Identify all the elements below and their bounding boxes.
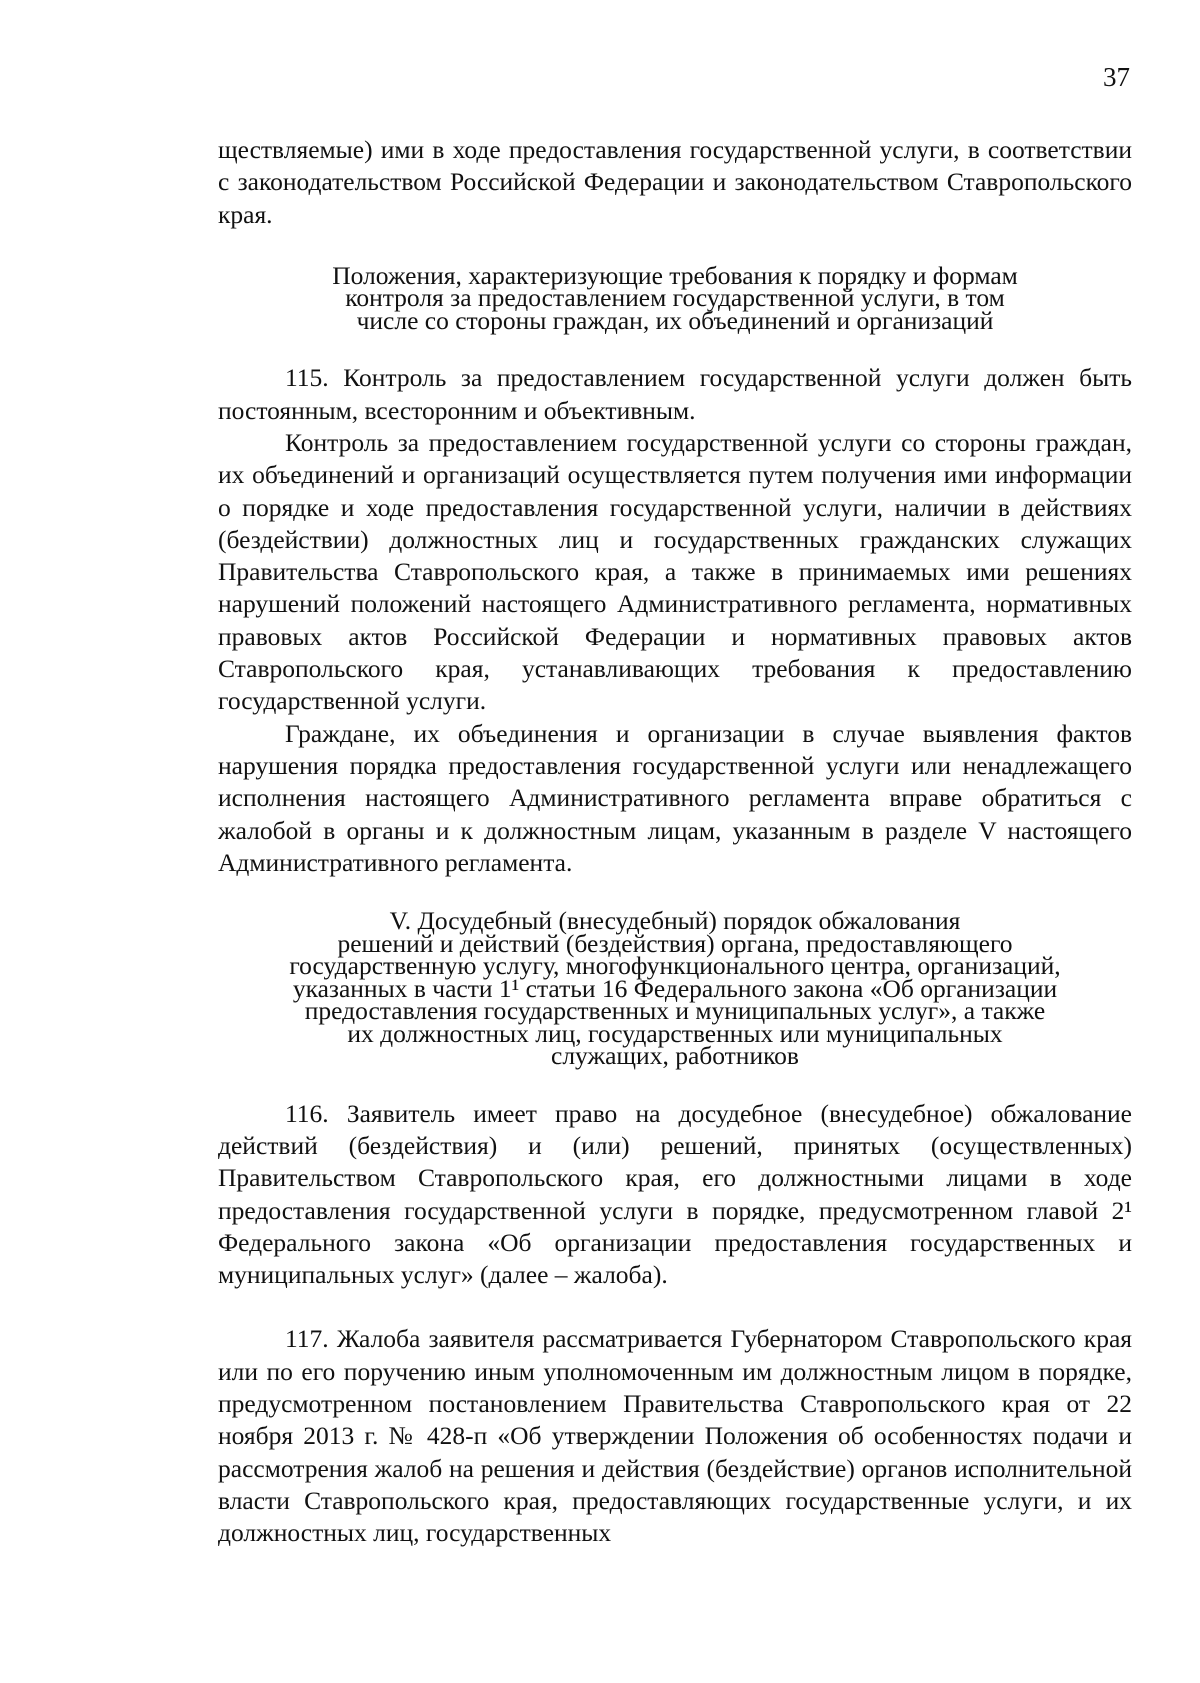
- section-heading-v: [218, 906, 1132, 1071]
- heading-line: числе со стороны граждан, их объединений и организаций: [356, 305, 994, 335]
- heading-line: контроля за предоставлением государственной услуги, в том: [345, 283, 1005, 313]
- paragraph-continuation: ществляемые) ими в ходе предоставления государственной услуги, в соответствии с законодательством Российской Федерации и законодательством Ставропольского края.: [218, 135, 1132, 229]
- heading-line: их должностных лиц, государственных или муниципальных: [347, 1018, 1003, 1048]
- paragraph-116: 116. Заявитель имеет право на досудебное (внесудебное) обжалование действий (бездействия) и (или) решений, принятых (осуществленных) Правительством Ставропольского края, его должностными лицами в ходе предоставления государственной услуги в порядке, предусмотренном главой 2¹ Федерального закона «Об организации предоставления государственных и муниципальных услуг» (далее – жалоба).: [218, 1098, 1132, 1290]
- heading-line: Положения, характеризующие требования к порядку и формам: [332, 260, 1018, 290]
- paragraph-citizens-complaint: Граждане, их объединения и организации в случае выявления фактов нарушения порядка предоставления государственной услуги или ненадлежащего исполнения настоящего Административного регламента вправе обратиться с жалобой в органы и к должностным лицам, указанным в разделе V настоящего Административного регламента.: [218, 718, 1132, 877]
- paragraph-115: 115. Контроль за предоставлением государственной услуги должен быть постоянным, всесторонним и объективным.: [218, 363, 1132, 425]
- section-heading-control: [218, 260, 1132, 335]
- document-body: [218, 134, 1132, 1550]
- heading-line: служащих, работников: [551, 1041, 799, 1071]
- heading-line: предоставления государственных и муниципальных услуг», а также: [304, 996, 1046, 1026]
- heading-line: V. Досудебный (внесудебный) порядок обжалования: [389, 906, 961, 936]
- page-number: 37: [1103, 62, 1130, 92]
- heading-line: государственную услугу, многофункционального центра, организаций,: [289, 951, 1061, 981]
- paragraph-117: 117. Жалоба заявителя рассматривается Губернатором Ставропольского края или по его поручению иным уполномоченным им должностным лицом в порядке, предусмотренном постановлением Правительства Ставропольского края от 22 ноября 2013 г. № 428-п «Об утверждении Положения об особенностях подачи и рассмотрения жалоб на решения и действия (бездействие) органов исполнительной власти Ставропольского края, предоставляющих государственные услуги, и их должностных лиц, государственных: [218, 1324, 1132, 1548]
- paragraph-control-citizens: Контроль за предоставлением государственной услуги со стороны граждан, их объединений и организаций осуществляется путем получения ими информации о порядке и ходе предоставления государственной услуги, наличии в действиях (бездействии) должностных лиц и государственных гражданских служащих Правительства Ставропольского края, а также в принимаемых ими решениях нарушений положений настоящего Административного регламента, нормативных правовых актов Российской Федерации и нормативных правовых актов Ставропольского края, устанавливающих требования к предоставлению государственной услуги.: [218, 427, 1132, 716]
- heading-line: указанных в части 1¹ статьи 16 Федерального закона «Об организации: [292, 973, 1058, 1003]
- heading-line: решений и действий (бездействия) органа, предоставляющего: [337, 928, 1013, 958]
